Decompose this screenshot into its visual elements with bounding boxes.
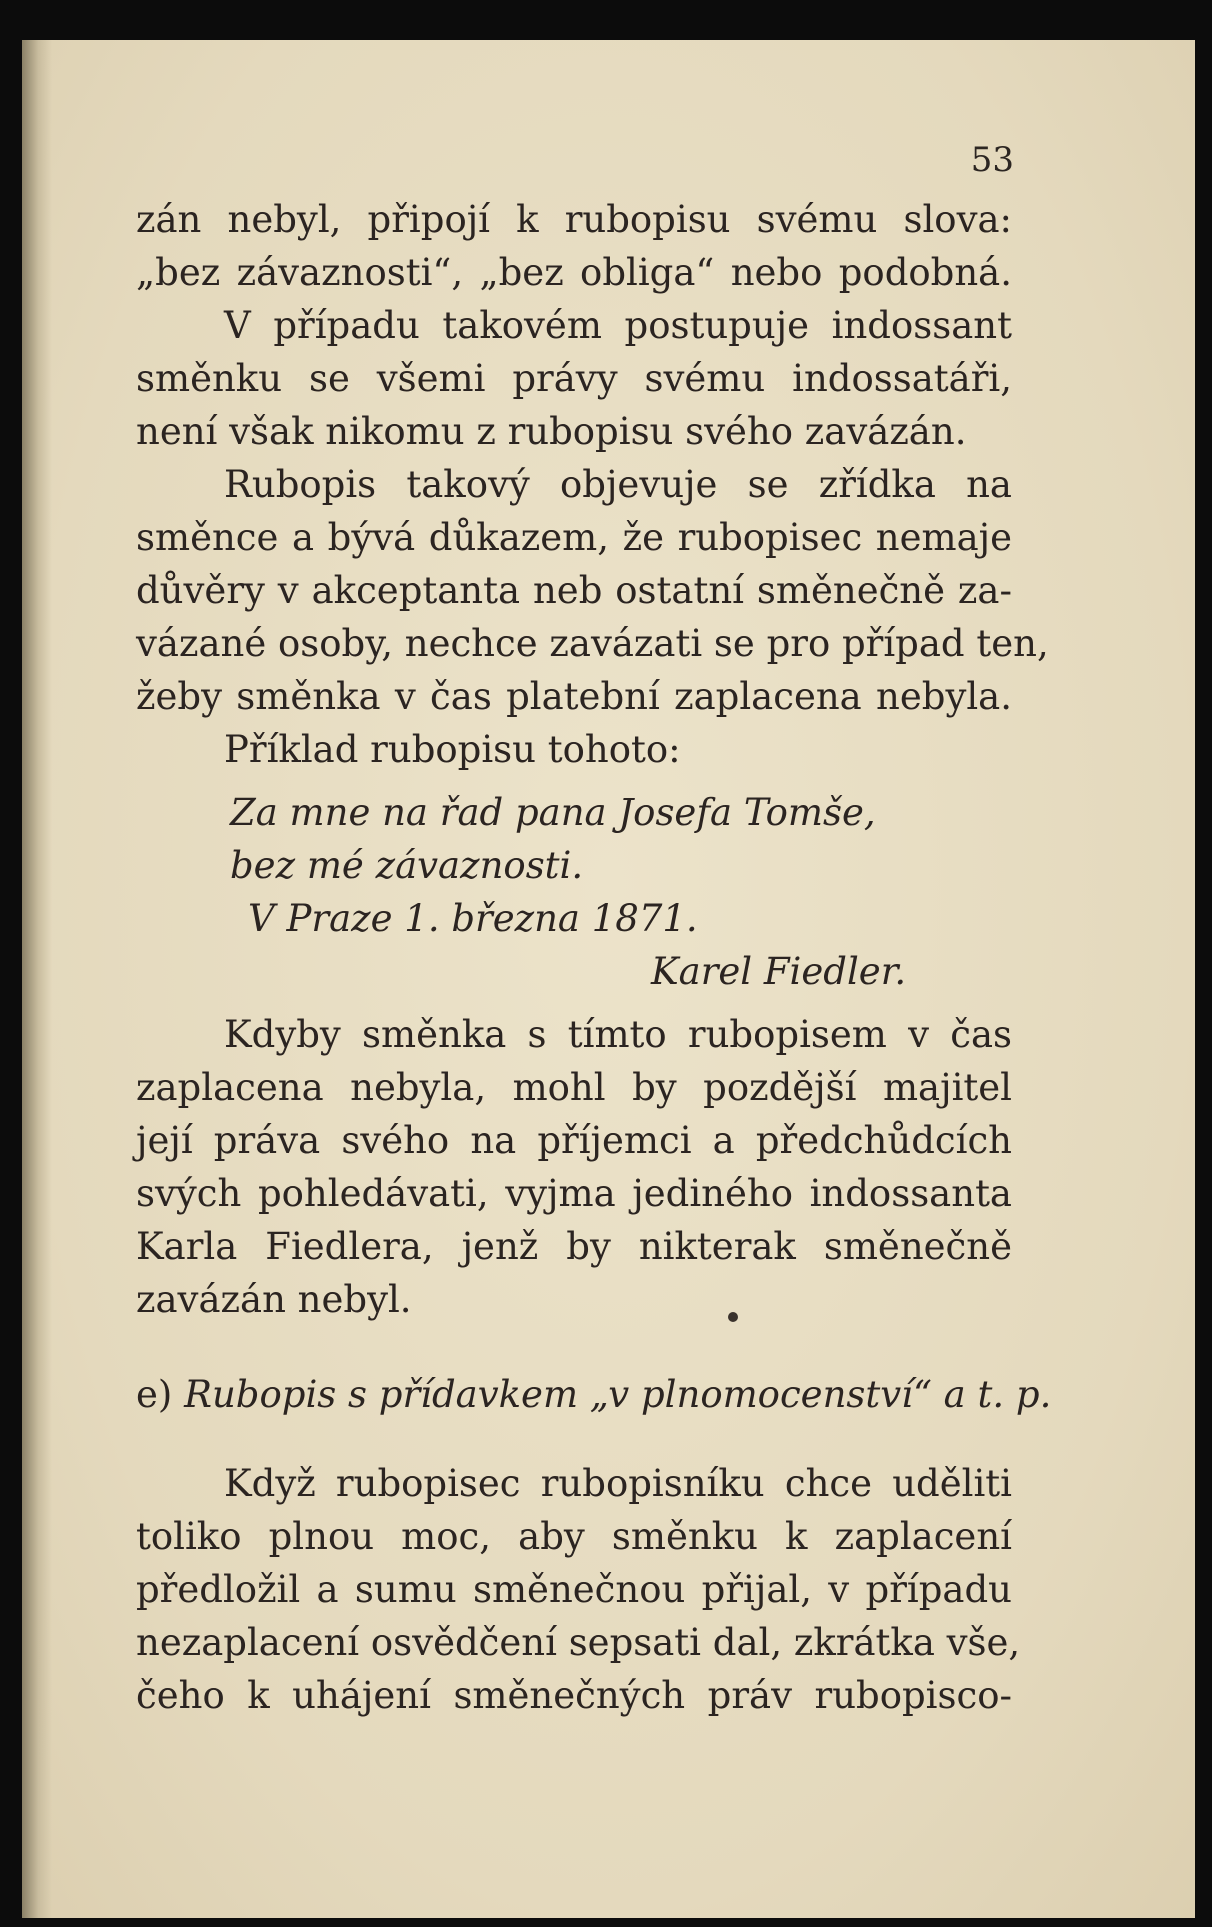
example-line: V Praze 1. března 1871.	[248, 897, 698, 940]
text-line: nezaplacení osvědčení sepsati dal, zkrátka vše,	[136, 1621, 1021, 1664]
text-line: zavázán nebyl.	[136, 1278, 412, 1321]
text-line: není však nikomu z rubopisu svého zavázán.	[136, 410, 967, 453]
text-line: zán nebyl, připojí k rubopisu svému slova:	[136, 198, 1012, 241]
text-line: vázané osoby, nechce zavázati se pro případ ten,	[136, 622, 1049, 665]
endorsement-example	[136, 786, 1012, 998]
text-line: V případu takovém postupuje indossant	[224, 304, 1012, 347]
section-letter: e)	[136, 1373, 173, 1416]
paragraph-kdyz	[136, 1457, 1021, 1722]
section-title: Rubopis s přídavkem „v plnomocenství“ a t. p.	[184, 1373, 1052, 1416]
text-line: Karla Fiedlera, jenž by nikterak směnečně	[136, 1225, 1012, 1268]
example-line: bez mé závaznosti.	[230, 844, 584, 887]
paragraph-kdyby	[136, 1008, 1012, 1326]
page-number: 53	[970, 140, 1014, 180]
text-line: předložil a sumu směnečnou přijal, v případu	[136, 1568, 1012, 1611]
text-line: směnku se všemi právy svému indossatáři,	[136, 357, 1012, 400]
text-line: zaplacena nebyla, mohl by pozdější majitel	[136, 1066, 1012, 1109]
text-line: Rubopis takový objevuje se zřídka na	[224, 463, 1012, 506]
text-line: důvěry v akceptanta neb ostatní směnečně za-	[136, 569, 1012, 612]
page-text	[136, 193, 1052, 1722]
text-line: Kdyby směnka s tímto rubopisem v čas	[224, 1013, 1012, 1056]
text-line: směnce a bývá důkazem, že rubopisec nemaje	[136, 516, 1012, 559]
text-line: Když rubopisec rubopisníku chce uděliti	[224, 1462, 1012, 1505]
text-line: Příklad rubopisu tohoto:	[224, 728, 681, 771]
text-line: její práva svého na příjemci a předchůdcích	[136, 1119, 1012, 1162]
ink-speck	[728, 1312, 738, 1322]
text-line: čeho k uhájení směnečných práv rubopisco-	[136, 1674, 1012, 1717]
example-signature: Karel Fiedler.	[651, 950, 907, 993]
text-line: žeby směnka v čas platební zaplacena nebyla.	[136, 675, 1012, 718]
text-line: svých pohledávati, vyjma jediného indossanta	[136, 1172, 1012, 1215]
page-gutter-shadow	[22, 40, 52, 1918]
paragraph-rubopis	[136, 458, 1049, 776]
text-line: toliko plnou moc, aby směnku k zaplacení	[136, 1515, 1012, 1558]
section-heading	[136, 1368, 1052, 1421]
paragraph-continuation	[136, 193, 1012, 458]
text-line: „bez závaznosti“, „bez obliga“ nebo podobná.	[136, 251, 1012, 294]
example-line: Za mne na řad pana Josefa Tomše,	[230, 791, 876, 834]
